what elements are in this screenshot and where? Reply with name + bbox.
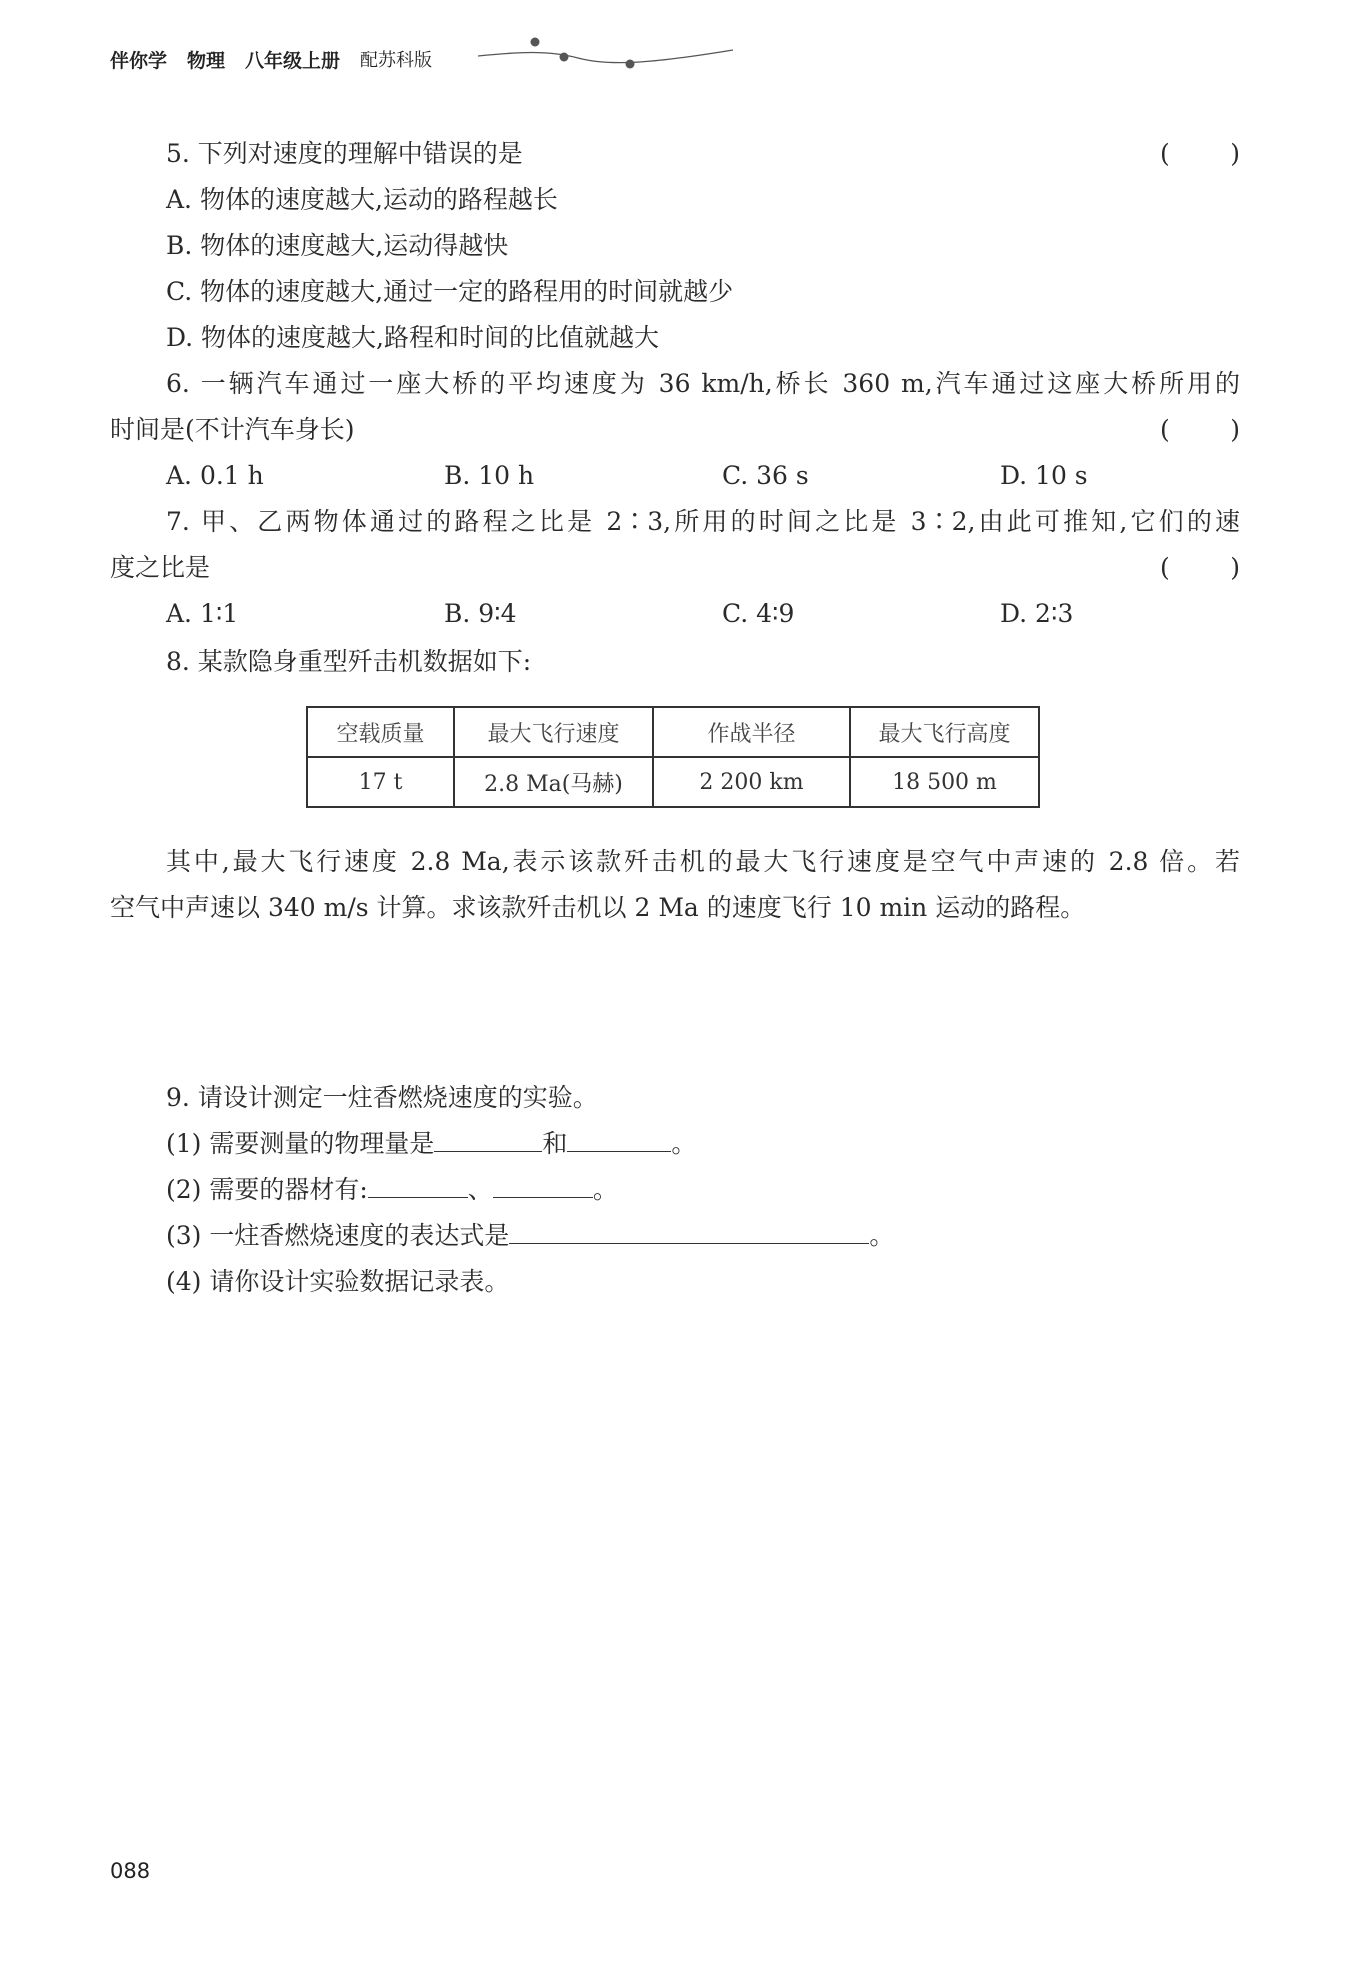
q7-option-d: D. 2∶3: [1000, 599, 1074, 628]
q9-part1-prefix: (1) 需要测量的物理量是: [166, 1129, 435, 1158]
fighter-data-table: [306, 706, 1040, 808]
header-grade: 八年级上册: [245, 49, 341, 72]
q9-part2-sep: 、: [467, 1175, 493, 1204]
table-cell: 2 200 km: [653, 757, 850, 807]
q7-option-c: C. 4∶9: [722, 599, 795, 628]
q9-part4: (4) 请你设计实验数据记录表。: [166, 1267, 510, 1296]
q9-part2-end: 。: [592, 1175, 618, 1204]
q6-answer-paren: ( ): [1160, 415, 1240, 444]
page-number: 088: [110, 1859, 151, 1883]
q6-option-c: C. 36 s: [722, 461, 809, 490]
q6-stem-line2: [110, 410, 1240, 450]
q6-stem-line1: 6. 一辆汽车通过一座大桥的平均速度为 36 km/h,桥长 360 m,汽车通过这座大桥所用的: [166, 369, 1240, 398]
table-header-cell: 最大飞行速度: [454, 707, 653, 757]
q9-part1-end: 。: [671, 1129, 697, 1158]
q9-part3-end: 。: [869, 1221, 895, 1250]
header-brand: 伴你学: [110, 49, 168, 72]
answer-blank[interactable]: [493, 1171, 593, 1198]
q5-stem-text: 5. 下列对速度的理解中错误的是: [166, 139, 523, 168]
table-cell: 18 500 m: [850, 757, 1039, 807]
table-header-cell: 空载质量: [307, 707, 454, 757]
q8-text-line2: 空气中声速以 340 m/s 计算。求该款歼击机以 2 Ma 的速度飞行 10 min 运动的路程。: [110, 893, 1086, 922]
answer-blank[interactable]: [567, 1125, 671, 1152]
running-header: [110, 44, 452, 74]
q8-stem: 8. 某款隐身重型歼击机数据如下:: [166, 647, 532, 676]
q9-part3-prefix: (3) 一炷香燃烧速度的表达式是: [166, 1221, 510, 1250]
q7-stem-line2: [110, 548, 1240, 588]
answer-blank[interactable]: [434, 1125, 542, 1152]
q5-option-b: B. 物体的速度越大,运动得越快: [166, 231, 509, 260]
q9-part1-and: 和: [542, 1129, 568, 1158]
header-decoration-icon: [478, 30, 738, 80]
q5-option-c: C. 物体的速度越大,通过一定的路程用的时间就越少: [166, 277, 734, 306]
q9-part2: [166, 1170, 1240, 1210]
q6-option-d: D. 10 s: [1000, 461, 1088, 490]
table-row: [307, 757, 1039, 807]
table-header-row: [307, 707, 1039, 757]
q9-part2-prefix: (2) 需要的器材有:: [166, 1175, 368, 1204]
q6-option-a: A. 0.1 h: [166, 461, 264, 490]
q5-stem: [166, 134, 1240, 174]
q7-option-b: B. 9∶4: [444, 599, 517, 628]
q7-answer-paren: ( ): [1160, 553, 1240, 582]
q7-stem-line1: 7. 甲、乙两物体通过的路程之比是 2∶3,所用的时间之比是 3∶2,由此可推知,它们的速: [166, 507, 1240, 536]
table-header-cell: 最大飞行高度: [850, 707, 1039, 757]
q7-option-a: A. 1∶1: [166, 599, 239, 628]
q5-option-a: A. 物体的速度越大,运动的路程越长: [166, 185, 558, 214]
answer-blank[interactable]: [368, 1171, 468, 1198]
q7-stem-line2-text: 度之比是: [110, 553, 211, 582]
q6-option-b: B. 10 h: [444, 461, 535, 490]
q5-option-d: D. 物体的速度越大,路程和时间的比值就越大: [166, 323, 659, 352]
q9-stem: 9. 请设计测定一炷香燃烧速度的实验。: [166, 1083, 598, 1112]
header-edition: 配苏科版: [360, 50, 433, 71]
table-cell: 2.8 Ma(马赫): [454, 757, 653, 807]
table-cell: 17 t: [307, 757, 454, 807]
q9-part1: [166, 1124, 1240, 1164]
q8-text-line1: 其中,最大飞行速度 2.8 Ma,表示该款歼击机的最大飞行速度是空气中声速的 2.8 倍。若: [166, 847, 1240, 876]
q6-stem-line2-text: 时间是(不计汽车身长): [110, 415, 355, 444]
answer-blank[interactable]: [509, 1217, 869, 1244]
q9-part3: [166, 1216, 1240, 1256]
header-subject: 物理: [187, 49, 226, 72]
table-header-cell: 作战半径: [653, 707, 850, 757]
q5-answer-paren: ( ): [1160, 139, 1240, 168]
